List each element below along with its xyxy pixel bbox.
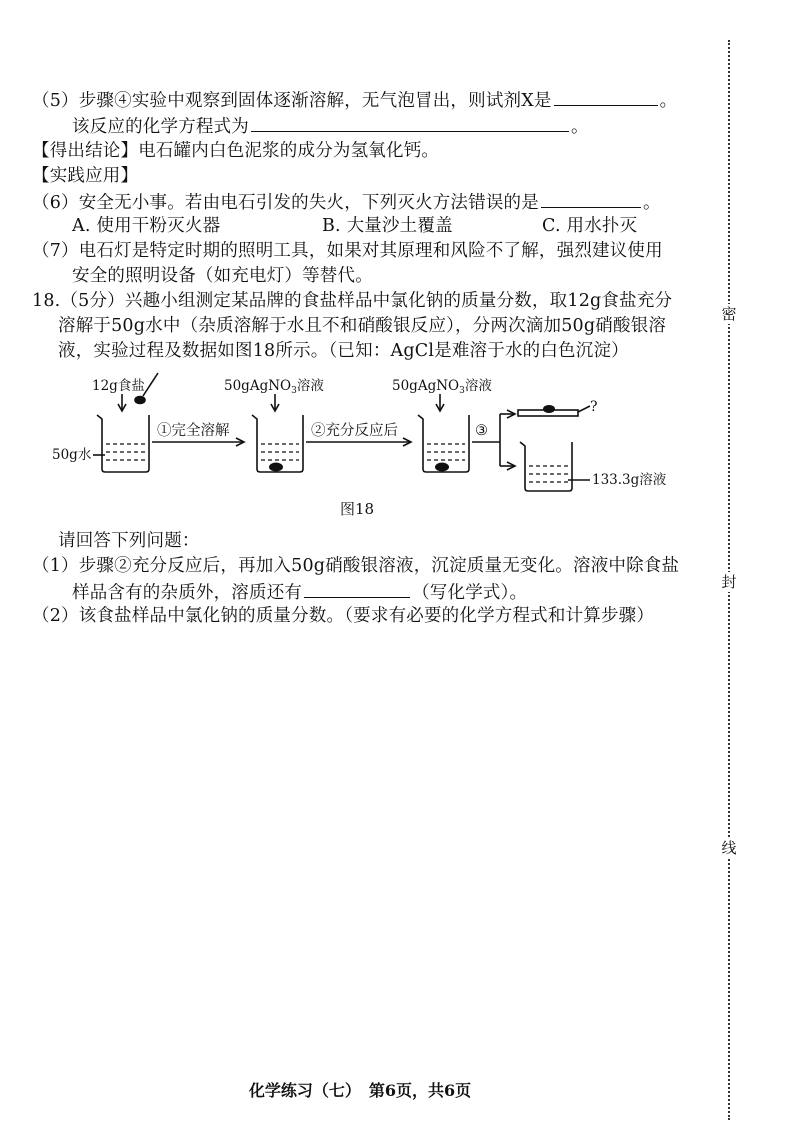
q5-line1: （5）步骤④实验中观察到固体逐渐溶解，无气泡冒出，则试剂X是 。 (32, 87, 677, 113)
reagent-1-label: 50gAgNO$_3$溶液 (224, 378, 324, 396)
spoon-icon (143, 373, 158, 396)
binding-mark-mi: 密 (719, 304, 739, 324)
practice-heading: 【实践应用】 (32, 166, 139, 186)
binding-mark-xian: 线 (719, 838, 739, 858)
beaker-4-icon (520, 442, 572, 491)
beaker-3-icon (418, 415, 469, 472)
precipitate-2-icon (435, 463, 449, 472)
binding-mark-feng: 封 (719, 572, 739, 592)
precipitate-1-icon (269, 463, 283, 472)
precipitate-solid-icon (543, 405, 555, 413)
q18-line3: 液，实验过程及数据如图18所示。（已知：AgCl是难溶于水的白色沉淀） (58, 341, 629, 361)
beaker-1-icon (97, 415, 149, 472)
water-label: 50g水 (52, 447, 92, 463)
sub1-line2: 样品含有的杂质外，溶质还有 （写化学式）。 (72, 579, 527, 605)
conclusion-line: 【得出结论】电石罐内白色泥浆的成分为氢氧化钙。 (32, 141, 440, 161)
q5-line2: 该反应的化学方程式为 。 (72, 113, 589, 139)
filter-paper-icon (518, 410, 578, 416)
salt-label: 12g食盐 (92, 378, 145, 394)
q18-line2: 溶解于50g水中（杂质溶解于水且不和硝酸银反应），分两次滴加50g硝酸银溶 (58, 316, 667, 336)
q6-option-c: C. 用水扑灭 (542, 216, 638, 236)
reagent-2-label: 50gAgNO$_3$溶液 (392, 378, 492, 396)
q6-option-b: B. 大量沙土覆盖 (322, 216, 453, 236)
figure-caption: 图18 (340, 500, 375, 518)
answer-blank-reagent-x[interactable] (554, 87, 658, 106)
q7-line1: （7）电石灯是特定时期的照明工具，如果对其原理和风险不了解，强烈建议使用 (32, 241, 663, 261)
step-2-label: ②充分反应后 (311, 423, 398, 439)
page-footer: 化学练习（七） 第6页，共6页 (248, 1081, 472, 1100)
sub2-line: （2）该食盐样品中氯化钠的质量分数。（要求有必要的化学方程式和计算步骤） (32, 606, 655, 626)
q6-stem: （6）安全无小事。若由电石引发的失火，下列灭火方法错误的是 。 (32, 189, 661, 215)
sub1-line1: （1）步骤②充分反应后，再加入50g硝酸银溶液，沉淀质量无变化。溶液中除食盐 (32, 556, 680, 576)
q7-line2: 安全的照明设备（如充电灯）等替代。 (72, 266, 373, 286)
step-3-label: ③ (475, 423, 488, 439)
q18-line1: 18.（5分）兴趣小组测定某品牌的食盐样品中氯化钠的质量分数，取12g食盐充分 (32, 291, 673, 311)
answer-blank-equation[interactable] (251, 113, 569, 132)
filtrate-mass-label: 133.3g溶液 (592, 472, 667, 488)
answer-blank-wrong-method[interactable] (541, 189, 641, 208)
unknown-mass-label: ? (590, 399, 598, 415)
answer-prompt: 请回答下列问题： (58, 531, 200, 551)
q6-option-a: A. 使用干粉灭火器 (72, 216, 221, 236)
answer-blank-solute[interactable] (304, 579, 410, 598)
beaker-2-icon (252, 415, 303, 472)
step-1-label: ①完全溶解 (157, 423, 230, 439)
